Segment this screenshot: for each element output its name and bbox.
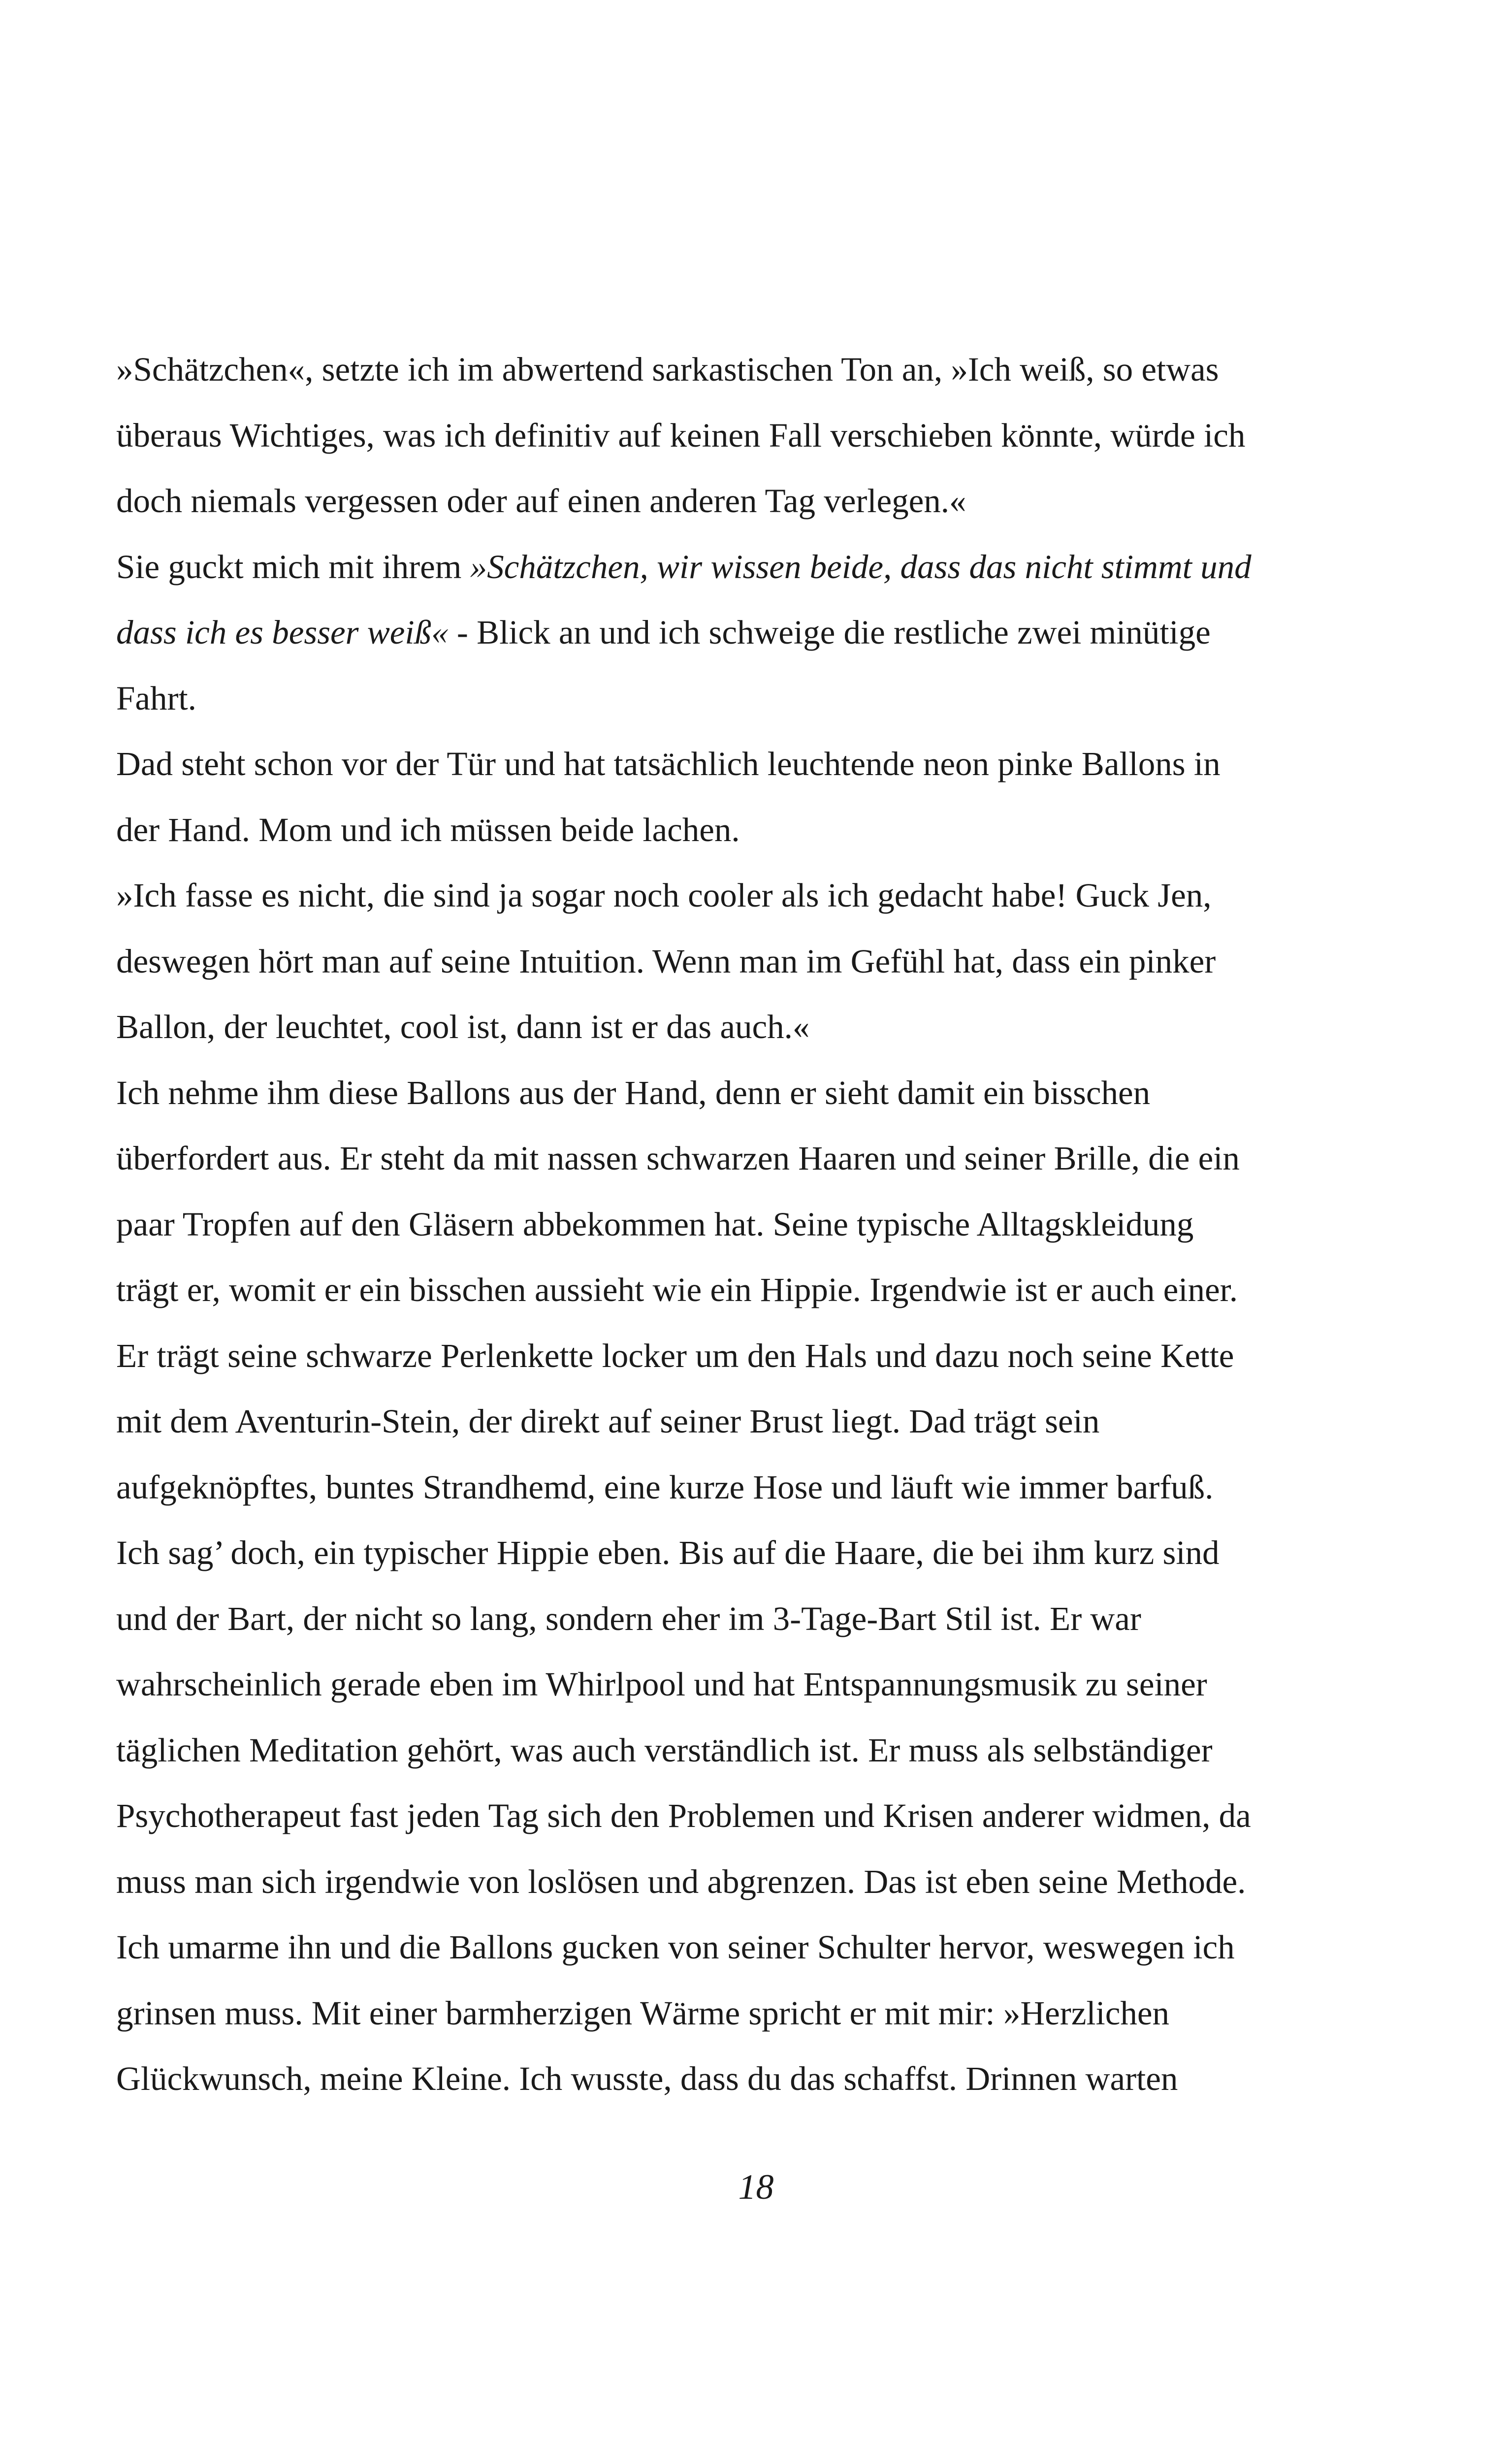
text-line: Ich nehme ihm diese Ballons aus der Hand, denn er sieht damit ein bisschen bbox=[116, 1074, 1151, 1111]
text-line: paar Tropfen auf den Gläsern abbekommen hat. Seine typische Alltagskleidung bbox=[116, 1205, 1194, 1243]
text-line: deswegen hört man auf seine Intuition. Wenn man im Gefühl hat, dass ein pinker bbox=[116, 942, 1216, 980]
text-run: - Blick an und ich schweige die restliche zwei minütige bbox=[448, 614, 1211, 651]
italic-quote: »Schätzchen, wir wissen beide, dass das nicht stimmt und bbox=[470, 548, 1252, 586]
text-line: trägt er, womit er ein bisschen aussieht wie ein Hippie. Irgendwie ist er auch einer. bbox=[116, 1271, 1238, 1308]
text-line: Ich sag’ doch, ein typischer Hippie eben. Bis auf die Haare, die bei ihm kurz sind bbox=[116, 1534, 1220, 1571]
text-line: der Hand. Mom und ich müssen beide lachen. bbox=[116, 811, 740, 848]
text-run: Sie guckt mich mit ihrem bbox=[116, 548, 470, 586]
text-line: Ballon, der leuchtet, cool ist, dann ist er das auch.« bbox=[116, 1008, 810, 1045]
text-line: Er trägt seine schwarze Perlenkette locker um den Hals und dazu noch seine Kette bbox=[116, 1336, 1234, 1374]
text-line: Psychotherapeut fast jeden Tag sich den Problemen und Krisen anderer widmen, da bbox=[116, 1797, 1251, 1834]
text-line: Fahrt. bbox=[116, 679, 196, 717]
body-text bbox=[116, 337, 1416, 2112]
text-line: muss man sich irgendwie von loslösen und abgrenzen. Das ist eben seine Methode. bbox=[116, 1862, 1246, 1900]
text-line: Dad steht schon vor der Tür und hat tatsächlich leuchtende neon pinke Ballons in bbox=[116, 745, 1221, 782]
text-line bbox=[116, 534, 1416, 600]
text-line: und der Bart, der nicht so lang, sondern eher im 3-Tage-Bart Stil ist. Er war bbox=[116, 1599, 1141, 1637]
text-line: mit dem Aventurin-Stein, der direkt auf seiner Brust liegt. Dad trägt sein bbox=[116, 1402, 1100, 1440]
text-line bbox=[116, 600, 1416, 666]
text-line: »Schätzchen«, setzte ich im abwertend sarkastischen Ton an, »Ich weiß, so etwas bbox=[116, 351, 1219, 388]
page-number: 18 bbox=[738, 2167, 774, 2207]
text-line: überaus Wichtiges, was ich definitiv auf keinen Fall verschieben könnte, würde ich bbox=[116, 416, 1246, 454]
text-line: Ich umarme ihn und die Ballons gucken von seiner Schulter hervor, weswegen ich bbox=[116, 1928, 1235, 1966]
italic-quote: dass ich es besser weiß« bbox=[116, 614, 449, 651]
text-line: grinsen muss. Mit einer barmherzigen Wärme spricht er mit mir: »Herzlichen bbox=[116, 1994, 1169, 2032]
text-line: überfordert aus. Er steht da mit nassen schwarzen Haaren und seiner Brille, die ein bbox=[116, 1140, 1240, 1177]
text-line: doch niemals vergessen oder auf einen anderen Tag verlegen.« bbox=[116, 482, 966, 520]
text-line: aufgeknöpftes, buntes Strandhemd, eine kurze Hose und läuft wie immer barfuß. bbox=[116, 1468, 1214, 1506]
text-line: Glückwunsch, meine Kleine. Ich wusste, dass du das schaffst. Drinnen warten bbox=[116, 2060, 1178, 2097]
text-line: »Ich fasse es nicht, die sind ja sogar noch cooler als ich gedacht habe! Guck Jen, bbox=[116, 877, 1212, 914]
text-line: wahrscheinlich gerade eben im Whirlpool und hat Entspannungsmusik zu seiner bbox=[116, 1665, 1207, 1703]
text-line: täglichen Meditation gehört, was auch verständlich ist. Er muss als selbständiger bbox=[116, 1731, 1213, 1769]
